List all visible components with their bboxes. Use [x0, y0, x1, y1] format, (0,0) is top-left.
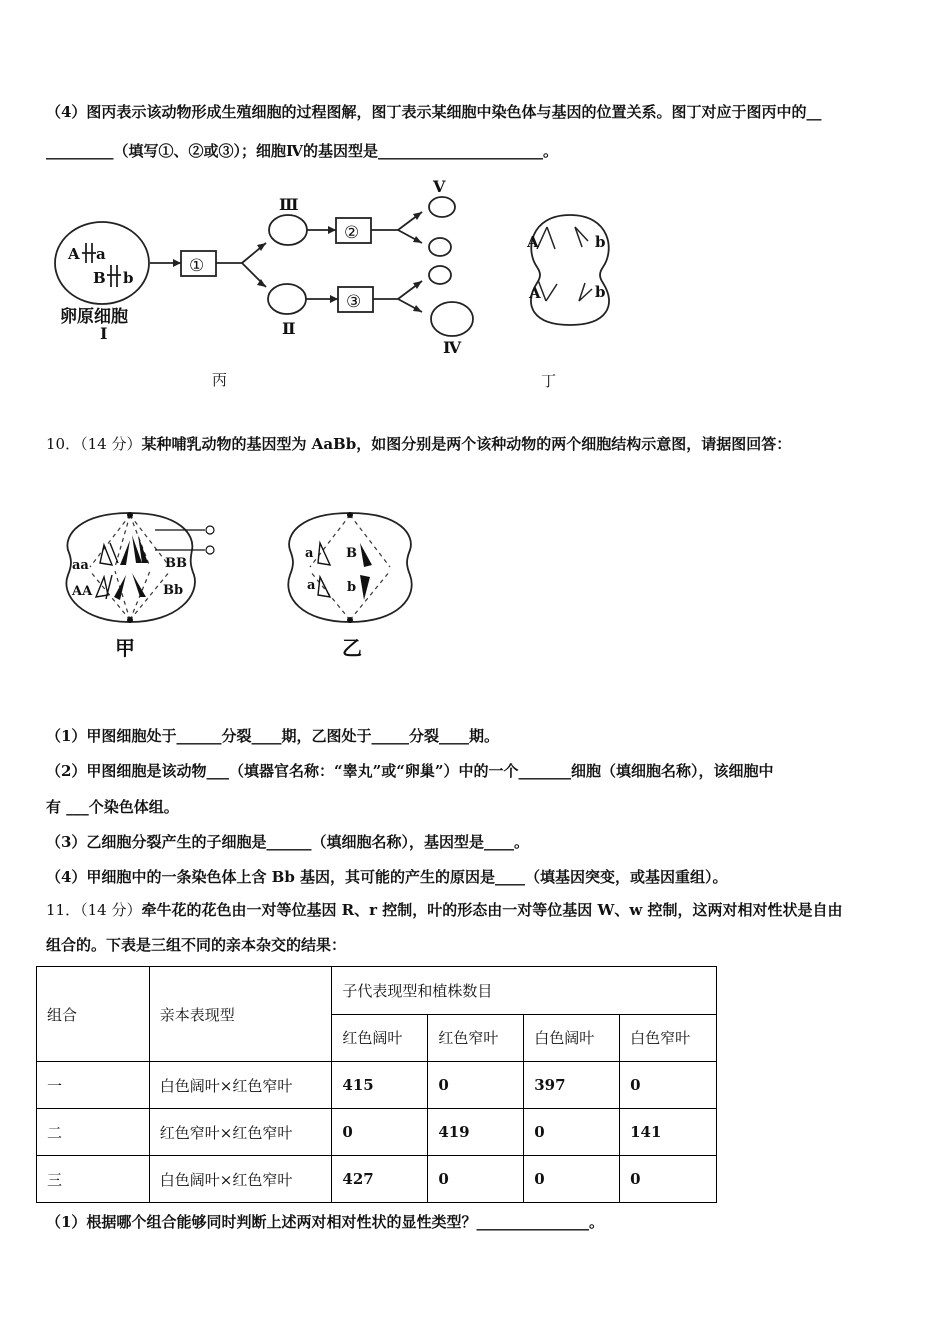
jia-label-aa: aa: [72, 558, 89, 573]
q11-text: 牵牛花的花色由一对等位基因 R、r 控制，叶的形态由一对等位基因 W、w 控制，这两对相对性状是自由: [141, 901, 843, 919]
header-parents: 亲本表现型: [149, 967, 332, 1062]
row-group: 二: [37, 1109, 150, 1156]
figure-bing: [50, 175, 500, 395]
row-value: 0: [428, 1156, 524, 1203]
q11-sub-1: （1）根据哪个组合能够同时判断上述两对相对性状的显性类型？_______________。: [46, 1213, 604, 1231]
step-1: ①: [189, 256, 205, 276]
row-value: 0: [620, 1156, 717, 1203]
q10-number: 10．（14 分）: [46, 435, 142, 453]
q9-4-line1: （4）图丙表示该动物形成生殖细胞的过程图解，图丁表示某细胞中染色体与基因的位置关系。图丁对应于图丙中的__: [46, 103, 822, 121]
cell-I-numeral: I: [100, 324, 108, 343]
subheader-red-broad: 红色阔叶: [332, 1014, 428, 1062]
table-row: [37, 1156, 717, 1203]
ding-gene-b1: b: [595, 233, 606, 251]
gene-b: b: [123, 269, 134, 287]
row-value: 141: [620, 1109, 717, 1156]
row-value: 0: [428, 1062, 524, 1109]
row-group: 三: [37, 1156, 150, 1203]
q10-sub-1: （1）甲图细胞处于______分裂____期，乙图处于_____分裂____期。: [46, 727, 499, 745]
ding-gene-A2: A: [529, 284, 541, 302]
gene-A: A: [68, 245, 80, 263]
q10-sub-2: （2）甲图细胞是该动物___（填器官名称：“睾丸”或“卵巢”）中的一个_______细胞（填细胞名称），该细胞中: [46, 762, 774, 780]
cell-I-label: 卵原细胞: [60, 307, 128, 327]
figure-jia: [60, 505, 230, 670]
jia-label-BB: BB: [165, 556, 187, 571]
row-value: 0: [332, 1109, 428, 1156]
step-3: ③: [346, 292, 362, 312]
cell-II: Ⅱ: [282, 319, 296, 338]
yi-label-a1: a: [305, 546, 314, 561]
yi-label-b: b: [347, 580, 357, 595]
table-row: [37, 1062, 717, 1109]
subheader-white-broad: 白色阔叶: [524, 1014, 620, 1062]
jia-label-Bb: Bb: [163, 583, 184, 598]
q11-stem-line1: [46, 899, 842, 920]
figure-ding: [515, 205, 625, 395]
table-header-row: [37, 967, 717, 1015]
yi-label-B: B: [346, 546, 357, 561]
row-value: 419: [428, 1109, 524, 1156]
row-value: 427: [332, 1156, 428, 1203]
jia-label-AA: AA: [72, 584, 93, 599]
header-offspring: 子代表现型和植株数目: [332, 967, 717, 1015]
cell-III: Ⅲ: [279, 195, 299, 214]
q10-sub-3: （3）乙细胞分裂产生的子细胞是______（填细胞名称），基因型是____。: [46, 833, 529, 851]
row-value: 0: [524, 1156, 620, 1203]
row-value: 415: [332, 1062, 428, 1109]
row-parents: 白色阔叶×红色窄叶: [149, 1062, 332, 1109]
q10-text: 某种哺乳动物的基因型为 AaBb，如图分别是两个该种动物的两个细胞结构示意图，请据图回答：: [141, 435, 792, 453]
cell-V: V: [433, 177, 446, 196]
header-group: 组合: [37, 967, 150, 1062]
caption-jia: 甲: [115, 636, 135, 660]
yi-label-a2: a: [307, 578, 316, 593]
row-value: 397: [524, 1062, 620, 1109]
step-2: ②: [344, 223, 360, 243]
q11-number: 11．（14 分）: [46, 901, 142, 919]
ding-gene-b2: b: [595, 283, 606, 301]
cross-results-table: [36, 966, 717, 1203]
row-parents: 白色阔叶×红色窄叶: [149, 1156, 332, 1203]
caption-bing: 丙: [212, 371, 228, 389]
q10-sub-4: （4）甲细胞中的一条染色体上含 Bb 基因，其可能的产生的原因是____（填基因突变，或基因重组）。: [46, 868, 728, 886]
q10-sub-2-cont: 有 ___个染色体组。: [46, 798, 179, 816]
row-parents: 红色窄叶×红色窄叶: [149, 1109, 332, 1156]
caption-ding: 丁: [541, 372, 557, 390]
row-value: 0: [524, 1109, 620, 1156]
gene-B: B: [93, 269, 106, 287]
subheader-white-narrow: 白色窄叶: [620, 1014, 717, 1062]
row-value: 0: [620, 1062, 717, 1109]
q9-4-line2: _________（填写①、②或③）；细胞Ⅳ的基因型是______________________。: [46, 142, 559, 160]
row-group: 一: [37, 1062, 150, 1109]
q10-stem: [46, 433, 791, 454]
subheader-red-narrow: 红色窄叶: [428, 1014, 524, 1062]
cell-IV: Ⅳ: [443, 338, 462, 357]
figure-yi: [280, 505, 430, 670]
table-row: [37, 1109, 717, 1156]
ding-gene-A1: A: [527, 233, 539, 251]
gene-a: a: [96, 245, 106, 263]
q11-stem-line2: 组合的。下表是三组不同的亲本杂交的结果：: [46, 936, 347, 954]
caption-yi: 乙: [342, 636, 362, 660]
